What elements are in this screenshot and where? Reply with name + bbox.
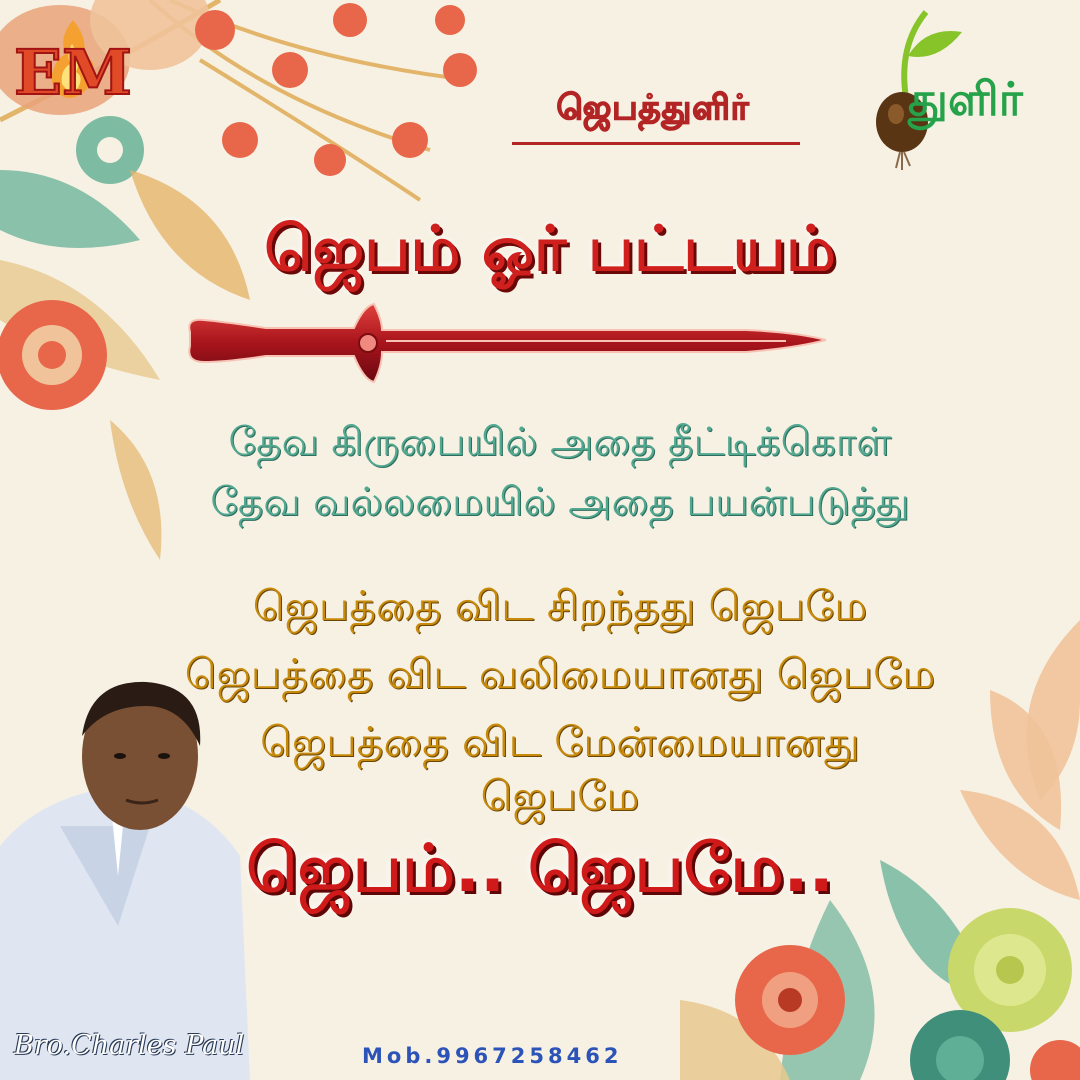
ministry-logo [12,14,134,102]
mobile-number: Mob.9967258462 [362,1044,623,1068]
gold-line-1: ஜெபத்தை விட சிறந்தது ஜெபமே [252,582,868,630]
main-title: ஜெபம் ஓர் பட்டயம் [264,212,836,285]
closing-line: ஜெபம்.. ஜெபமே.. [246,830,834,907]
sword-icon [186,300,826,386]
series-title-underline [512,142,800,145]
ministry-logo-text: EM [14,36,132,102]
gold-line-2: ஜெபத்தை விட வலிமையானது ஜெபமே [184,650,936,698]
series-title: ஜெபத்துளிர் [556,88,750,128]
teal-line-2: தேவ வல்லமையில் அதை பயன்படுத்து [210,480,910,525]
gold-line-3: ஜெபத்தை விட மேன்மையானது ஜெபமே [260,718,860,820]
teal-line-1: தேவ கிருபையில் அதை தீட்டிக்கொள் [228,420,892,465]
speaker-name: Bro.Charles Paul [14,1030,245,1061]
speaker-portrait [0,676,250,1080]
brand-logo-text: துளிர் [908,72,1023,126]
